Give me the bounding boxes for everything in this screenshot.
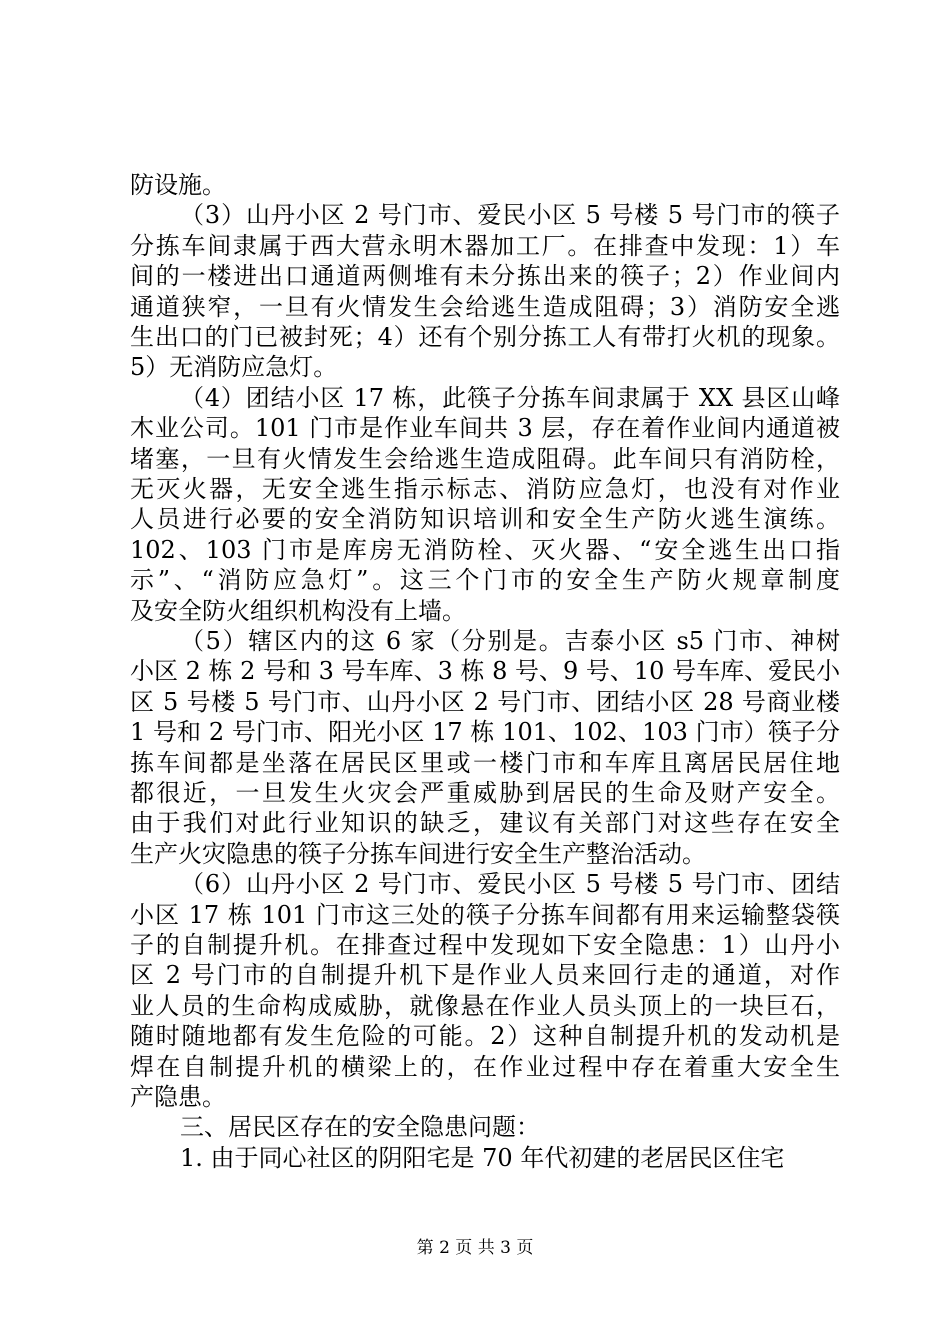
text-line: 堵塞，一旦有火情发生会给逃生造成阻碍。此车间只有消防栓， [130, 444, 840, 473]
text-line: 区 5 号楼 5 号门市、山丹小区 2 号门市、团结小区 28 号商业楼 [130, 687, 840, 716]
paragraph-start-line: （5）辖区内的这 6 家（分别是。吉泰小区 s5 门市、神树 [180, 627, 840, 655]
paragraph-start-line: （4）团结小区 17 栋，此筷子分拣车间隶属于 XX 县区山峰 [180, 383, 840, 412]
text-line: 区 2 号门市的自制提升机下是作业人员来回行走的通道，对作 [130, 961, 840, 990]
text-line: 分拣车间隶属于西大营永明木器加工厂。在排查中发现：1）车 [130, 231, 840, 260]
text-line: 随时随地都有发生危险的可能。2）这种自制提升机的发动机是 [130, 1022, 840, 1051]
text-line: 生出口的门已被封死；4）还有个别分拣工人有带打火机的现象。 [130, 323, 840, 351]
paragraph-start-line: （6）山丹小区 2 号门市、爱民小区 5 号楼 5 号门市、团结 [180, 870, 840, 899]
text-line: 子的自制提升机。在排查过程中发现如下安全隐患：1）山丹小 [130, 931, 840, 959]
text-line: 都很近，一旦发生火灾会严重威胁到居民的生命及财产安全。 [130, 779, 840, 807]
text-line: 间的一楼进出口通道两侧堆有未分拣出来的筷子；2）作业间内 [130, 262, 840, 291]
text-line: 小区 17 栋 101 门市这三处的筷子分拣车间都有用来运输整袋筷 [130, 900, 840, 929]
paragraph-start-line: 三、居民区存在的安全隐患问题： [180, 1113, 540, 1142]
text-line: 由于我们对此行业知识的缺乏，建议有关部门对这些存在安全 [130, 809, 840, 838]
text-line: 拣车间都是坐落在居民区里或一楼门市和车库且离居民居住地 [130, 748, 840, 777]
text-line: 通道狭窄，一旦有火情发生会给逃生造成阻碍；3）消防安全逃 [130, 292, 840, 321]
page-footer: 第 2 页 共 3 页 [416, 1238, 534, 1258]
text-line: 5）无消防应急灯。 [130, 353, 338, 382]
paragraph-start-line: （3）山丹小区 2 号门市、爱民小区 5 号楼 5 号门市的筷子 [180, 201, 840, 230]
text-line: 生产火灾隐患的筷子分拣车间进行安全生产整治活动。 [130, 839, 706, 868]
text-line: 无灭火器，无安全逃生指示标志、消防应急灯，也没有对作业 [130, 475, 840, 503]
text-line: 及安全防火组织机构没有上墙。 [130, 596, 466, 625]
text-line: 人员进行必要的安全消防知识培训和安全生产防火逃生演练。 [130, 505, 840, 534]
text-line: 防设施。 [130, 171, 226, 199]
text-line: 示”、“消防应急灯”。这三个门市的安全生产防火规章制度 [130, 566, 840, 595]
text-line: 102、103 门市是库房无消防栓、灭火器、“安全逃生出口指 [130, 535, 840, 564]
text-line: 1 号和 2 号门市、阳光小区 17 栋 101、102、103 门市）筷子分 [130, 718, 840, 747]
text-line: 产隐患。 [130, 1083, 226, 1111]
text-line: 业人员的生命构成威胁，就像悬在作业人员头顶上的一块巨石， [130, 991, 840, 1020]
text-line: 小区 2 栋 2 号和 3 号车库、3 栋 8 号、9 号、10 号车库、爱民小 [130, 657, 841, 686]
text-line: 木业公司。101 门市是作业车间共 3 层，存在着作业间内通道被 [130, 414, 840, 443]
text-line: 焊在自制提升机的横梁上的，在作业过程中存在着重大安全生 [130, 1052, 840, 1081]
paragraph-start-line: 1. 由于同心社区的阴阳宅是 70 年代初建的老居民区住宅 [180, 1143, 785, 1172]
